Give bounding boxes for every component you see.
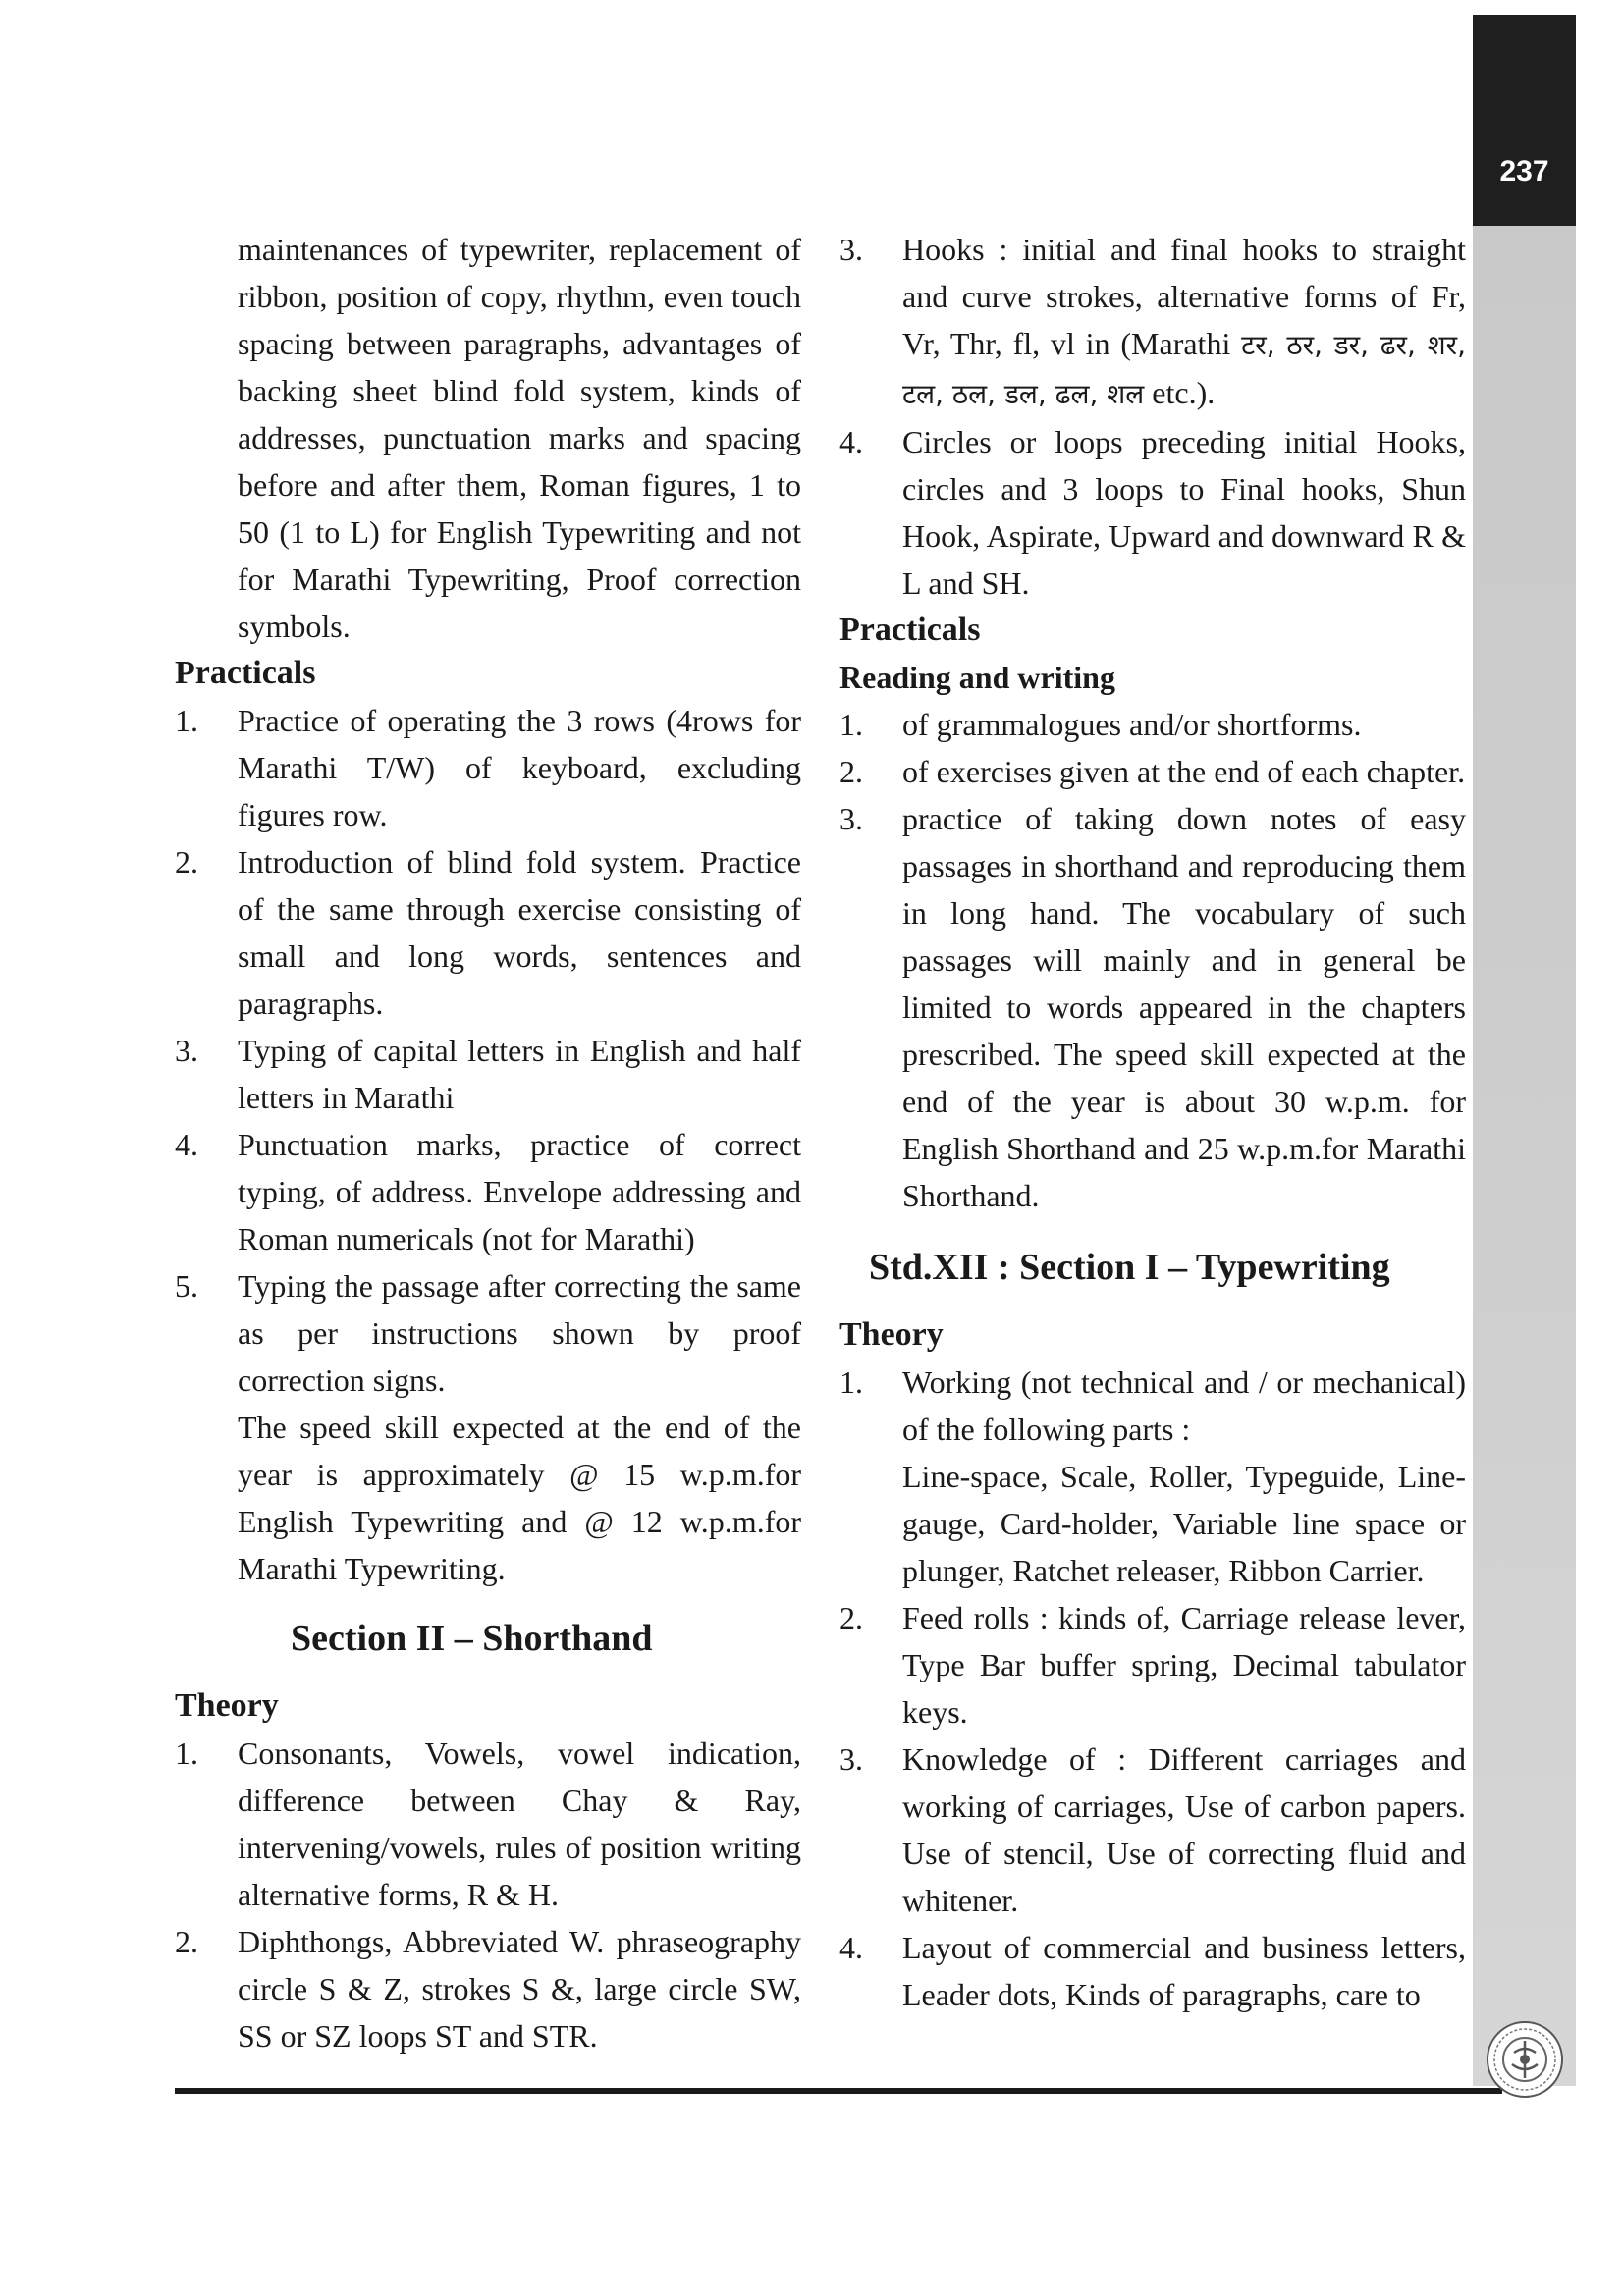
item-number: 3. (839, 801, 863, 836)
list-item (175, 1262, 801, 1404)
item-number: 1. (175, 1735, 198, 1771)
practicals-heading: Practicals (839, 612, 981, 648)
item-continuation: Line-space, Scale, Roller, Typeguide, Line-gauge, Card-holder, Variable line space or plunger, Ratchet releaser, Ribbon Carrier. (902, 1459, 1466, 1588)
item-text: Typing of capital letters in English and half letters in Marathi (238, 1033, 801, 1115)
list-item (175, 1918, 801, 2059)
item-text: Diphthongs, Abbreviated W. phraseography circle S & Z, strokes S &, large circle SW, SS or SZ loops ST and STR. (238, 1924, 801, 2054)
practicals-heading: Practicals (175, 655, 316, 691)
item-number: 2. (175, 1924, 198, 1959)
list-item (839, 1735, 1466, 1924)
list-item (839, 1359, 1466, 1594)
item-text: Punctuation marks, practice of correct typing, of address. Envelope addressing and Roman numericals (not for Marathi) (238, 1127, 801, 1256)
sidebar-tab (1473, 15, 1576, 226)
item-number: 4. (839, 1930, 863, 1965)
bottom-rule (175, 2088, 1502, 2094)
list-item (839, 1594, 1466, 1735)
sidebar-strip (1473, 15, 1576, 2086)
item-text: Layout of commercial and business letters, Leader dots, Kinds of paragraphs, care to (902, 1930, 1466, 2012)
item-number: 3. (175, 1033, 198, 1068)
item-text: Typing the passage after correcting the same as per instructions shown by proof correction signs. (238, 1268, 801, 1398)
item-text: Feed rolls : kinds of, Carriage release lever, Type Bar buffer spring, Decimal tabulator keys. (902, 1600, 1466, 1730)
list-item (839, 795, 1466, 1219)
list-item (175, 1121, 801, 1262)
section-title: Std.XII : Section I – Typewriting (869, 1247, 1390, 1288)
item-text: Knowledge of : Different carriages and working of carriages, Use of carbon papers. Use of stencil, Use of correcting fluid and whitener. (902, 1741, 1466, 1918)
devanagari-text: टर, ठर, डर, ढर, शर, टल, ठल, डल, ढल, शल (902, 329, 1466, 410)
item-text: Circles or loops preceding initial Hooks, circles and 3 loops to Final hooks, Shun Hook, Aspirate, Upward and downward R & L and SH. (902, 424, 1466, 601)
item-text: of exercises given at the end of each chapter. (902, 754, 1466, 789)
item-text: Consonants, Vowels, vowel indication, difference between Chay & Ray, intervening/vowels, rules of position writing alternative forms, R & H. (238, 1735, 801, 1912)
list-item (839, 226, 1466, 418)
left-column (175, 226, 801, 2059)
item-number: 1. (839, 707, 863, 742)
item-text: of grammalogues and/or shortforms. (902, 707, 1362, 742)
list-item (839, 748, 1466, 795)
item-text: Hooks : initial and final hooks to straight and curve strokes, alternative forms of Fr, Vr, Thr, fl, vl in (Marathi (902, 232, 1466, 361)
item-text: practice of taking down notes of easy passages in shorthand and reproducing them in long hand. The vocabulary of such passages will mainly and in general be limited to words appeared in the chapters prescribed. The speed skill expected at the end of the year is about 30 w.p.m. for English Shorthand and 25 w.p.m.for Marathi Shorthand. (902, 801, 1466, 1213)
emblem-icon (1485, 2019, 1565, 2100)
item-number: 1. (839, 1364, 863, 1400)
speed-note: The speed skill expected at the end of the year is approximately @ 15 w.p.m.for English Typewriting and @ 12 w.p.m.for Marathi Typewriting. (238, 1410, 801, 1586)
list-item (175, 697, 801, 838)
intro-paragraph: maintenances of typewriter, replacement of ribbon, position of copy, rhythm, even touch spacing between paragraphs, advantages of backing sheet blind fold system, kinds of addresses, punctuation marks and spacing before and after them, Roman figures, 1 to 50 (1 to L) for English Typewriting and not for Marathi Typewriting, Proof correction symbols. (238, 232, 801, 644)
item-number: 5. (175, 1268, 198, 1304)
item-number: 4. (839, 424, 863, 459)
item-number: 4. (175, 1127, 198, 1162)
item-number: 2. (839, 1600, 863, 1635)
item-number: 1. (175, 703, 198, 738)
list-item (175, 838, 801, 1027)
item-number: 2. (175, 844, 198, 880)
item-number: 2. (839, 754, 863, 789)
list-item (839, 418, 1466, 607)
item-text: Introduction of blind fold system. Practice of the same through exercise consisting of small and long words, sentences and paragraphs. (238, 844, 801, 1021)
item-number: 3. (839, 232, 863, 267)
item-number: 3. (839, 1741, 863, 1777)
reading-heading: Reading and writing (839, 660, 1115, 695)
right-column (839, 226, 1466, 2018)
list-item (175, 1027, 801, 1121)
theory-heading: Theory (839, 1316, 944, 1353)
item-text-end: etc.). (1144, 375, 1216, 410)
page-number: 237 (1499, 155, 1549, 187)
section-title: Section II – Shorthand (291, 1618, 653, 1659)
list-item (839, 701, 1466, 748)
item-text: Working (not technical and / or mechanical) of the following parts : (902, 1364, 1466, 1447)
item-text: Practice of operating the 3 rows (4rows for Marathi T/W) of keyboard, excluding figures row. (238, 703, 801, 832)
list-item (839, 1924, 1466, 2018)
list-item (175, 1730, 801, 1918)
theory-heading: Theory (175, 1687, 279, 1724)
